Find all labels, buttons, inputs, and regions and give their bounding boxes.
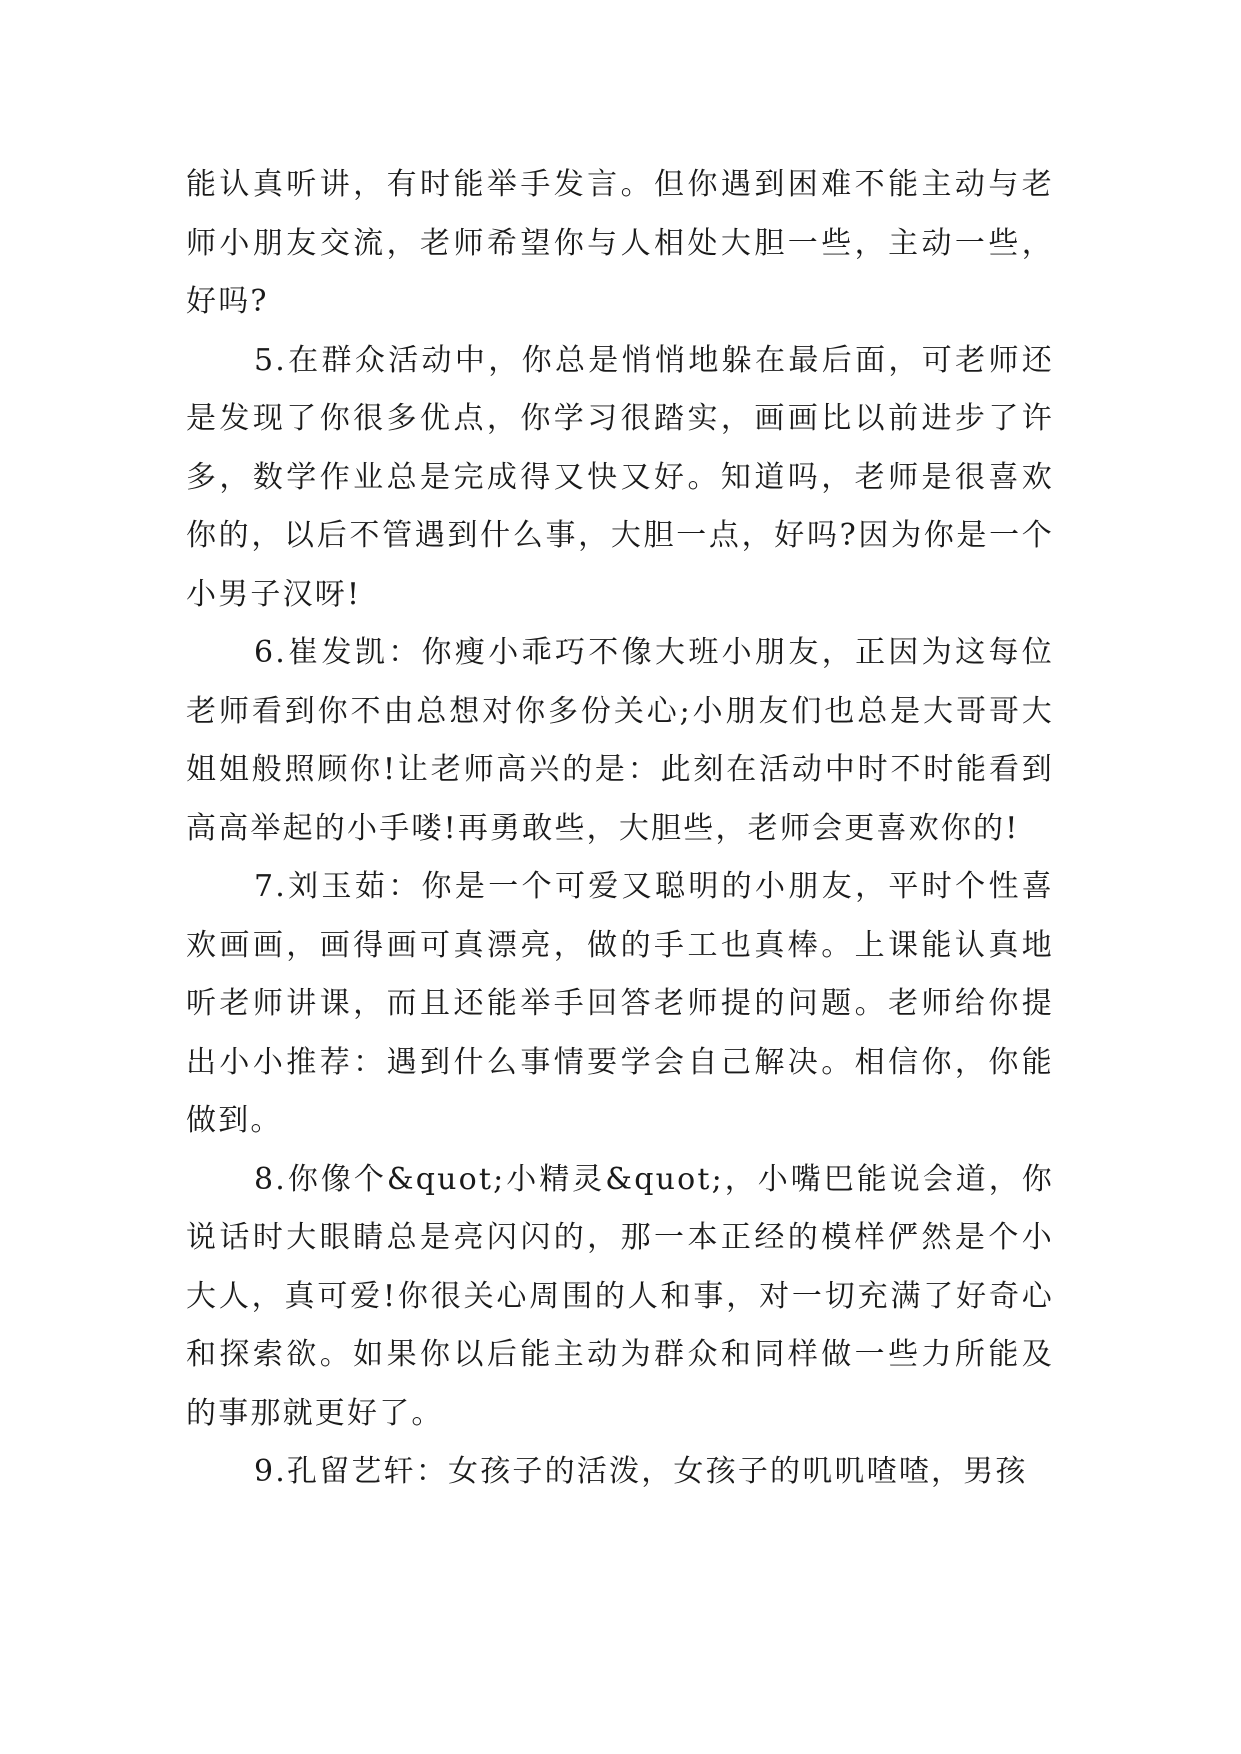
paragraph-item-5: 5.在群众活动中，你总是悄悄地躲在最后面，可老师还是发现了你很多优点，你学习很踏实，画画比以前进步了许多，数学作业总是完成得又快又好。知道吗，老师是很喜欢你的，以后不管遇到什么事，大胆一点，好吗?因为你是一个小男子汉呀! <box>186 342 1054 612</box>
paragraph-item-8: 8.你像个&quot;小精灵&quot;，小嘴巴能说会道，你说话时大眼睛总是亮闪闪的，那一本正经的模样俨然是个小大人，真可爱!你很关心周围的人和事，对一切充满了好奇心和探索欲。如果你以后能主动为群众和同样做一些力所能及的事那就更好了。 <box>186 1161 1054 1431</box>
paragraph-item-9: 9.孔留艺轩：女孩子的活泼，女孩子的叽叽喳喳，男孩 <box>254 1454 1028 1489</box>
document-page <box>186 156 1054 1502</box>
paragraph-item-6: 6.崔发凯：你瘦小乖巧不像大班小朋友，正因为这每位老师看到你不由总想对你多份关心;小朋友们也总是大哥哥大姐姐般照顾你!让老师高兴的是：此刻在活动中时不时能看到高高举起的小手喽!再勇敢些，大胆些，老师会更喜欢你的! <box>186 635 1054 846</box>
paragraph-continuation: 能认真听讲，有时能举手发言。但你遇到困难不能主动与老师小朋友交流，老师希望你与人相处大胆一些，主动一些，好吗? <box>186 167 1054 319</box>
paragraph-item-7: 7.刘玉茹：你是一个可爱又聪明的小朋友，平时个性喜欢画画，画得画可真漂亮，做的手工也真棒。上课能认真地听老师讲课，而且还能举手回答老师提的问题。老师给你提出小小推荐：遇到什么事情要学会自己解决。相信你，你能做到。 <box>186 869 1054 1138</box>
